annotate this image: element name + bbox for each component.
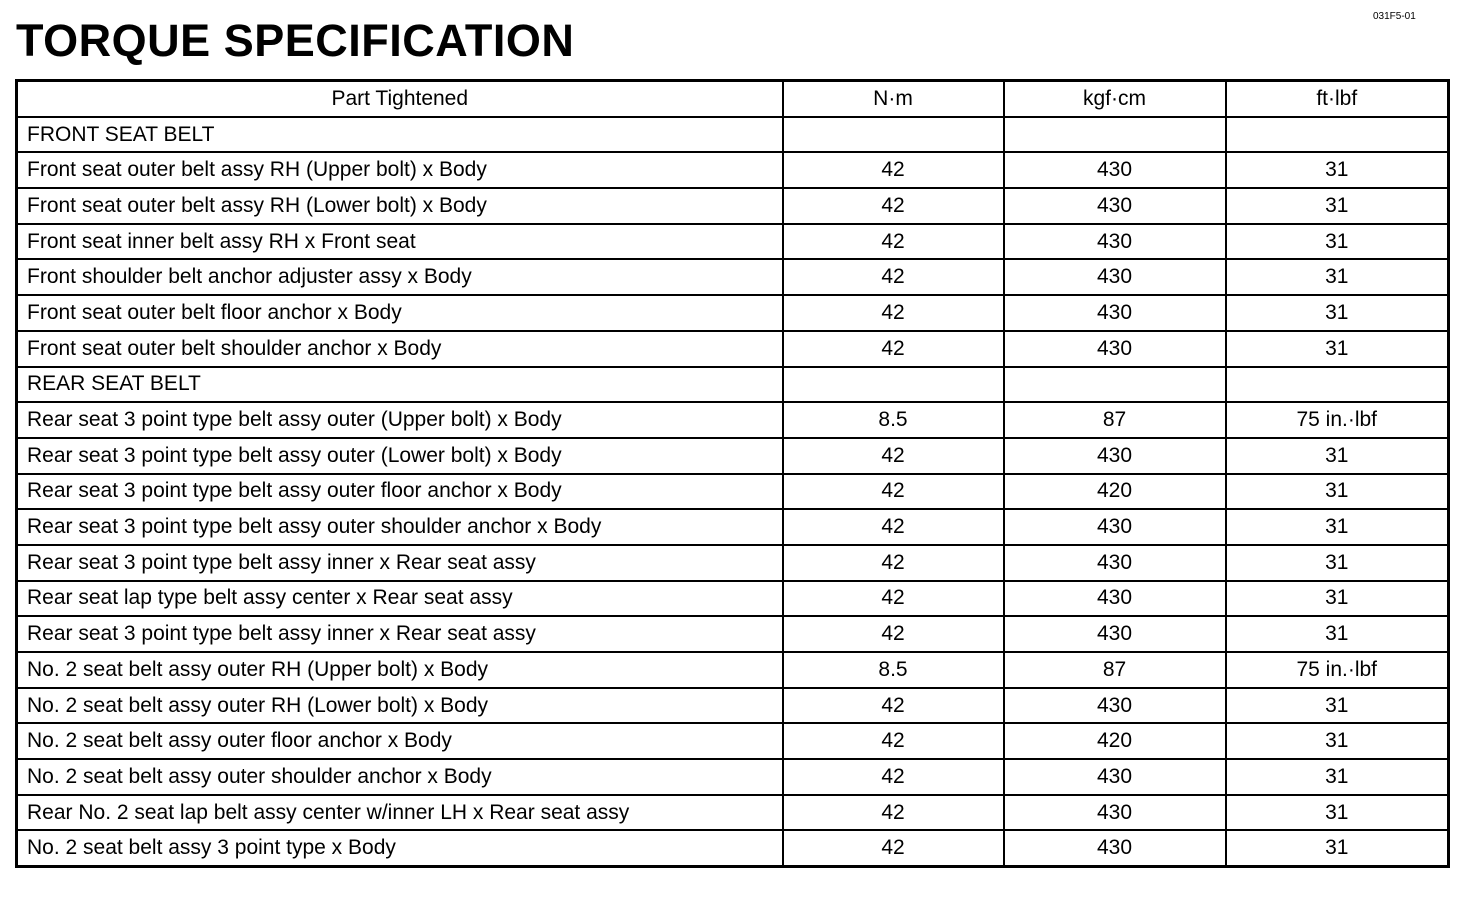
cell-newton-meter: 42 — [783, 295, 1004, 331]
cell-newton-meter: 42 — [783, 830, 1004, 866]
cell-part-tightened: Rear No. 2 seat lap belt assy center w/inner LH x Rear seat assy — [17, 795, 783, 831]
cell-ft-lbf: 31 — [1226, 545, 1449, 581]
cell-part-tightened: Rear seat 3 point type belt assy outer (Upper bolt) x Body — [17, 402, 783, 438]
cell-kgf-cm: 430 — [1004, 830, 1226, 866]
table-row — [17, 331, 1449, 367]
cell-newton-meter: 42 — [783, 152, 1004, 188]
cell-ft-lbf: 31 — [1226, 759, 1449, 795]
page-title: TORQUE SPECIFICATION — [16, 15, 575, 66]
cell-ft-lbf: 31 — [1226, 509, 1449, 545]
cell-kgf-cm: 430 — [1004, 224, 1226, 260]
torque-spec-table — [15, 79, 1450, 868]
cell-newton-meter: 42 — [783, 795, 1004, 831]
header-ft-lbf: ft·lbf — [1226, 81, 1449, 117]
cell-part-tightened: Front seat outer belt assy RH (Lower bolt) x Body — [17, 188, 783, 224]
cell-kgf-cm: 430 — [1004, 688, 1226, 724]
cell-kgf-cm: 430 — [1004, 616, 1226, 652]
cell-kgf-cm: 430 — [1004, 331, 1226, 367]
cell-part-tightened: FRONT SEAT BELT — [17, 117, 783, 153]
cell-ft-lbf — [1226, 367, 1449, 403]
cell-part-tightened: No. 2 seat belt assy outer RH (Lower bolt) x Body — [17, 688, 783, 724]
table-row — [17, 402, 1449, 438]
table-row — [17, 830, 1449, 866]
cell-ft-lbf: 31 — [1226, 295, 1449, 331]
cell-kgf-cm: 430 — [1004, 581, 1226, 617]
cell-newton-meter: 42 — [783, 259, 1004, 295]
cell-part-tightened: Rear seat 3 point type belt assy outer (Lower bolt) x Body — [17, 438, 783, 474]
cell-kgf-cm: 420 — [1004, 723, 1226, 759]
cell-ft-lbf: 31 — [1226, 188, 1449, 224]
cell-ft-lbf: 31 — [1226, 224, 1449, 260]
table-row — [17, 188, 1449, 224]
header-newton-meter: N·m — [783, 81, 1004, 117]
table-row — [17, 295, 1449, 331]
cell-part-tightened: No. 2 seat belt assy outer shoulder anchor x Body — [17, 759, 783, 795]
cell-newton-meter: 42 — [783, 723, 1004, 759]
cell-ft-lbf — [1226, 117, 1449, 153]
table-row — [17, 723, 1449, 759]
header-part-tightened: Part Tightened — [17, 81, 783, 117]
cell-newton-meter: 42 — [783, 188, 1004, 224]
table-row — [17, 545, 1449, 581]
table-row — [17, 759, 1449, 795]
cell-part-tightened: No. 2 seat belt assy outer RH (Upper bolt) x Body — [17, 652, 783, 688]
cell-part-tightened: Front seat inner belt assy RH x Front seat — [17, 224, 783, 260]
cell-ft-lbf: 31 — [1226, 474, 1449, 510]
cell-newton-meter: 42 — [783, 616, 1004, 652]
table-row — [17, 616, 1449, 652]
table-body — [17, 117, 1449, 867]
cell-newton-meter — [783, 117, 1004, 153]
cell-newton-meter — [783, 367, 1004, 403]
cell-ft-lbf: 31 — [1226, 688, 1449, 724]
cell-part-tightened: Rear seat 3 point type belt assy outer shoulder anchor x Body — [17, 509, 783, 545]
table-row — [17, 652, 1449, 688]
table-row — [17, 152, 1449, 188]
cell-kgf-cm: 430 — [1004, 295, 1226, 331]
cell-part-tightened: Front seat outer belt shoulder anchor x Body — [17, 331, 783, 367]
cell-ft-lbf: 31 — [1226, 830, 1449, 866]
cell-part-tightened: Front seat outer belt floor anchor x Body — [17, 295, 783, 331]
cell-ft-lbf: 31 — [1226, 616, 1449, 652]
table-row — [17, 438, 1449, 474]
table-row — [17, 259, 1449, 295]
table-row — [17, 117, 1449, 153]
cell-kgf-cm: 430 — [1004, 759, 1226, 795]
cell-ft-lbf: 75 in.·lbf — [1226, 652, 1449, 688]
cell-newton-meter: 8.5 — [783, 652, 1004, 688]
cell-part-tightened: No. 2 seat belt assy outer floor anchor x Body — [17, 723, 783, 759]
table-row — [17, 795, 1449, 831]
cell-newton-meter: 42 — [783, 509, 1004, 545]
cell-part-tightened: Rear seat 3 point type belt assy outer floor anchor x Body — [17, 474, 783, 510]
cell-kgf-cm — [1004, 117, 1226, 153]
cell-kgf-cm: 430 — [1004, 509, 1226, 545]
cell-newton-meter: 42 — [783, 581, 1004, 617]
cell-ft-lbf: 31 — [1226, 331, 1449, 367]
cell-part-tightened: Rear seat lap type belt assy center x Rear seat assy — [17, 581, 783, 617]
cell-part-tightened: REAR SEAT BELT — [17, 367, 783, 403]
table-row — [17, 224, 1449, 260]
document-code: 031F5-01 — [1373, 11, 1416, 22]
cell-part-tightened: No. 2 seat belt assy 3 point type x Body — [17, 830, 783, 866]
cell-kgf-cm: 420 — [1004, 474, 1226, 510]
header-kgf-cm: kgf·cm — [1004, 81, 1226, 117]
cell-ft-lbf: 75 in.·lbf — [1226, 402, 1449, 438]
cell-ft-lbf: 31 — [1226, 438, 1449, 474]
cell-newton-meter: 42 — [783, 474, 1004, 510]
table-header-row — [17, 81, 1449, 117]
table-row — [17, 509, 1449, 545]
cell-kgf-cm: 430 — [1004, 188, 1226, 224]
table-row — [17, 474, 1449, 510]
cell-part-tightened: Front seat outer belt assy RH (Upper bolt) x Body — [17, 152, 783, 188]
cell-newton-meter: 42 — [783, 224, 1004, 260]
cell-kgf-cm: 87 — [1004, 402, 1226, 438]
cell-ft-lbf: 31 — [1226, 795, 1449, 831]
cell-kgf-cm: 430 — [1004, 795, 1226, 831]
cell-kgf-cm: 430 — [1004, 259, 1226, 295]
table-row — [17, 367, 1449, 403]
cell-newton-meter: 42 — [783, 438, 1004, 474]
table-row — [17, 581, 1449, 617]
cell-newton-meter: 42 — [783, 331, 1004, 367]
cell-kgf-cm: 87 — [1004, 652, 1226, 688]
cell-part-tightened: Front shoulder belt anchor adjuster assy x Body — [17, 259, 783, 295]
cell-newton-meter: 8.5 — [783, 402, 1004, 438]
cell-kgf-cm — [1004, 367, 1226, 403]
cell-kgf-cm: 430 — [1004, 545, 1226, 581]
cell-ft-lbf: 31 — [1226, 152, 1449, 188]
cell-kgf-cm: 430 — [1004, 152, 1226, 188]
table-row — [17, 688, 1449, 724]
cell-ft-lbf: 31 — [1226, 723, 1449, 759]
cell-ft-lbf: 31 — [1226, 581, 1449, 617]
cell-part-tightened: Rear seat 3 point type belt assy inner x Rear seat assy — [17, 545, 783, 581]
cell-ft-lbf: 31 — [1226, 259, 1449, 295]
cell-newton-meter: 42 — [783, 545, 1004, 581]
cell-part-tightened: Rear seat 3 point type belt assy inner x Rear seat assy — [17, 616, 783, 652]
cell-kgf-cm: 430 — [1004, 438, 1226, 474]
cell-newton-meter: 42 — [783, 759, 1004, 795]
cell-newton-meter: 42 — [783, 688, 1004, 724]
